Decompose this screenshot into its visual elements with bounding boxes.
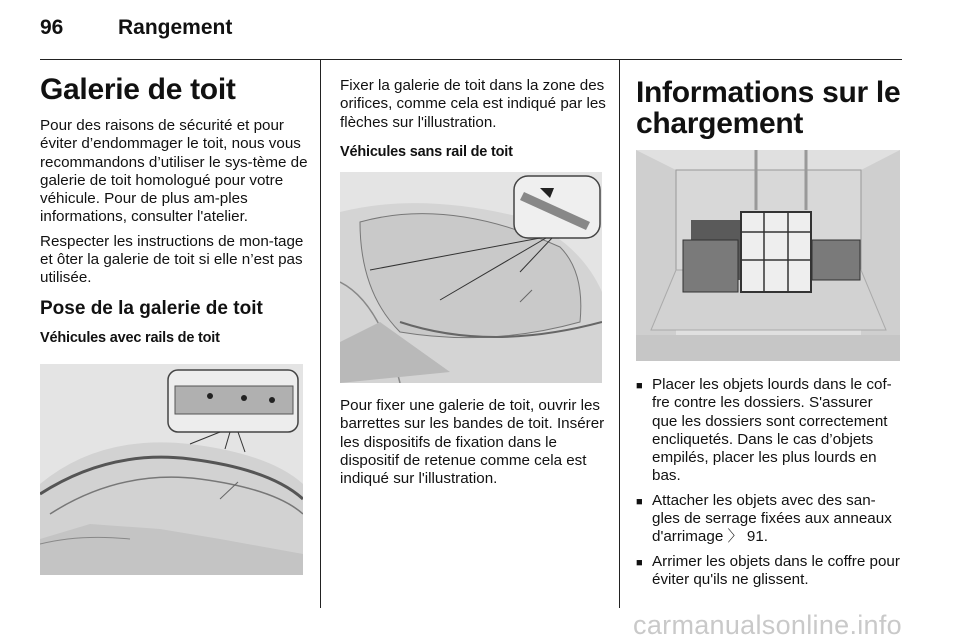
label-without-rails: Véhicules sans rail de toit [340, 143, 513, 160]
column-divider-2 [619, 60, 620, 608]
paragraph-open-clips: Pour fixer une galerie de toit, ouvrir les barrettes sur les bandes de toit. Insérer les dispositifs de fixation dans le dispositif de retenue comme cela est indiqué sur l'illustration. [340, 397, 605, 488]
list-item: ■ Arrimer les objets dans le coffre pour éviter qu'ils ne glissent. [636, 552, 900, 588]
list-item: ■ Placer les objets lourds dans le cof-fre contre les dossiers. S'assurer que les dossiers sont correctement encliquetés. Dans le cas d’objets empilés, placer les plus lourds en bas. [636, 376, 892, 485]
label-with-rails: Véhicules avec rails de toit [40, 329, 220, 346]
page-number: 96 [40, 16, 64, 39]
header-rule [40, 59, 902, 60]
bullet-icon: ■ [636, 556, 643, 569]
bullet-icon: ■ [636, 495, 643, 508]
list-item: ■ Attacher les objets avec des san-gles de serrage fixées aux anneaux d'arrimage 〉 91. [636, 491, 892, 546]
paragraph-safety: Pour des raisons de sécurité et pour éviter d’endommager le toit, nous vous recommandons d’utiliser le sys-tème de galerie de toit homologué pour votre véhicule. Pour de plus am-ples informations, consulter l'atelier. [40, 117, 308, 226]
column-2-lower [340, 397, 608, 494]
section-title: Rangement [118, 16, 233, 39]
heading-roof-rack: Galerie de toit [40, 73, 236, 106]
paragraph-fixing: Fixer la galerie de toit dans la zone des orifices, comme cela est indiqué par les flèches sur l'illustration. [340, 77, 606, 131]
paragraph-instructions: Respecter les instructions de mon-tage et ôter la galerie de toit si elle n’est pas utilisée. [40, 232, 304, 287]
column-3-list [636, 376, 902, 595]
heading-loading-info: Informations sur le chargement [636, 76, 901, 140]
loading-tips-list [636, 376, 902, 589]
column-3 [636, 77, 902, 139]
subheading-mounting: Pose de la galerie de toit [40, 297, 263, 319]
illustration-roof-rails [40, 364, 303, 575]
watermark: carmanualsonline.info [633, 610, 902, 640]
bullet-icon: ■ [636, 380, 643, 392]
column-1 [40, 74, 308, 347]
column-2 [340, 77, 608, 161]
column-divider-1 [320, 60, 321, 608]
illustration-load-compartment [636, 150, 900, 361]
illustration-no-rails [340, 172, 602, 383]
